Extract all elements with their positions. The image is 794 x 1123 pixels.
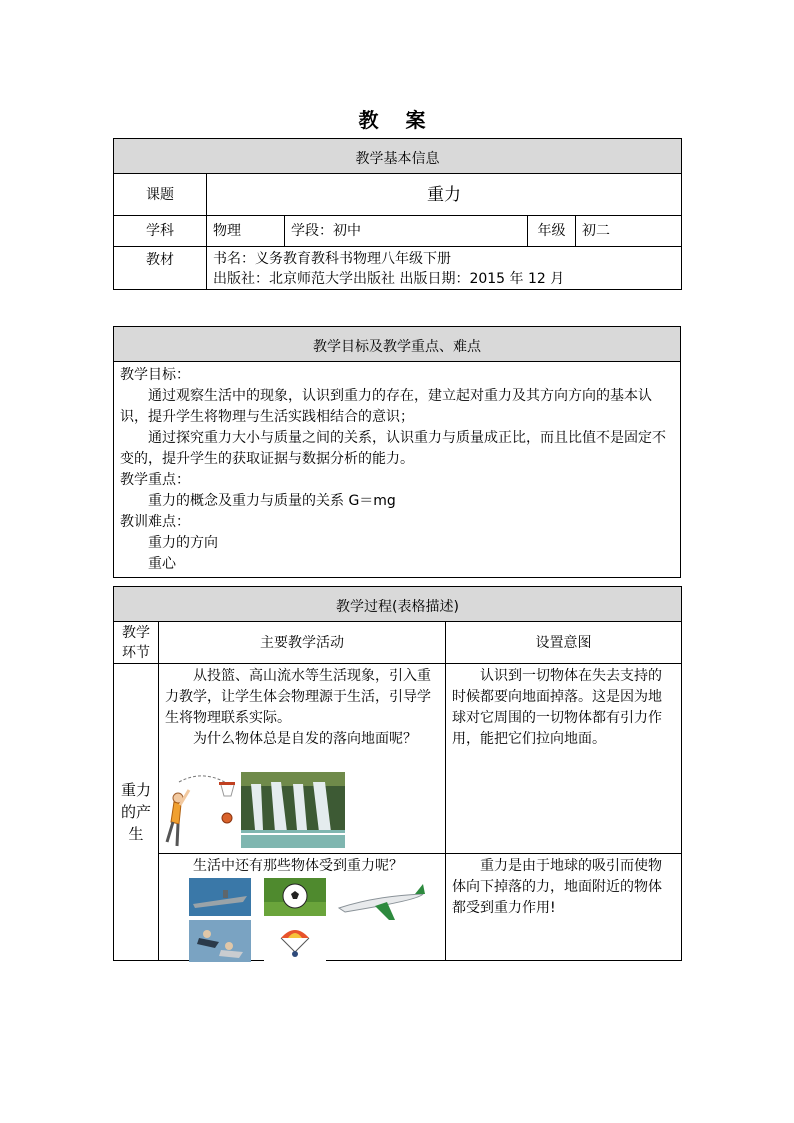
basic-info-header: 教学基本信息	[114, 139, 682, 174]
intent-1: 认识到一切物体在失去支持的时候都要向地面掉落。这是因为地球对它周围的一切物体都有引力作用，能把它们拉向地面。	[452, 668, 662, 747]
basic-info-table	[113, 138, 682, 290]
stage-name: 重力的产生	[114, 664, 159, 961]
topic-value: 重力	[207, 174, 682, 216]
process-header: 教学过程(表格描述)	[114, 587, 682, 622]
waterfall-image	[241, 772, 345, 848]
activity-1-question: 为什么物体总是自发的落向地面呢？	[193, 731, 417, 747]
aircraft-carrier-image	[189, 878, 251, 916]
textbook-label: 教材	[114, 247, 207, 290]
activity-2-question: 生活中还有那些物体受到重力呢？	[193, 858, 403, 874]
publisher-line: 出版社：北京师范大学出版社 出版日期：2015 年 12 月	[213, 270, 565, 287]
objectives-table	[113, 326, 681, 578]
airplane-image	[335, 880, 427, 924]
stage-value: 学段：初中	[285, 216, 528, 247]
subject-label: 学科	[114, 216, 207, 247]
skydivers-image	[189, 920, 251, 962]
intent-2: 重力是由于地球的吸引而使物体向下掉落的力，地面附近的物体都受到重力作用!	[452, 858, 662, 916]
basketball-player-image	[165, 772, 237, 852]
objectives-header: 教学目标及教学重点、难点	[114, 327, 681, 362]
col-intent-header: 设置意图	[446, 622, 682, 664]
key-1: 重力的概念及重力与质量的关系 G＝mg	[148, 493, 396, 509]
difficulty-2: 重心	[148, 556, 176, 572]
process-table	[113, 586, 682, 961]
document-title: 教 案	[358, 108, 436, 132]
goal-label: 教学目标：	[120, 367, 190, 383]
book-line: 书名：义务教育教科书物理八年级下册	[213, 250, 451, 267]
soccer-ball-image	[264, 878, 326, 916]
subject-value: 物理	[207, 216, 285, 247]
goal-2: 通过探究重力大小与质量之间的关系，认识重力与质量成正比，而且比值不是固定不变的，提升学生的获取证据与数据分析的能力。	[120, 430, 666, 467]
difficulty-label: 教训难点：	[120, 514, 190, 530]
grade-value: 初二	[576, 216, 682, 247]
goal-1: 通过观察生活中的现象，认识到重力的存在，建立起对重力及其方向方向的基本认识，提升学生将物理与生活实践相结合的意识；	[120, 388, 652, 425]
grade-label: 年级	[528, 216, 576, 247]
parachute-image	[264, 920, 326, 962]
col-stage-header: 教学环节	[114, 622, 159, 664]
activity-1: 从投篮、高山流水等生活现象，引入重力教学，让学生体会物理源于生活，引导学生将物理联系实际。	[165, 668, 431, 726]
difficulty-1: 重力的方向	[148, 535, 218, 551]
col-activity-header: 主要教学活动	[159, 622, 446, 664]
key-label: 教学重点：	[120, 472, 190, 488]
topic-label: 课题	[114, 174, 207, 216]
